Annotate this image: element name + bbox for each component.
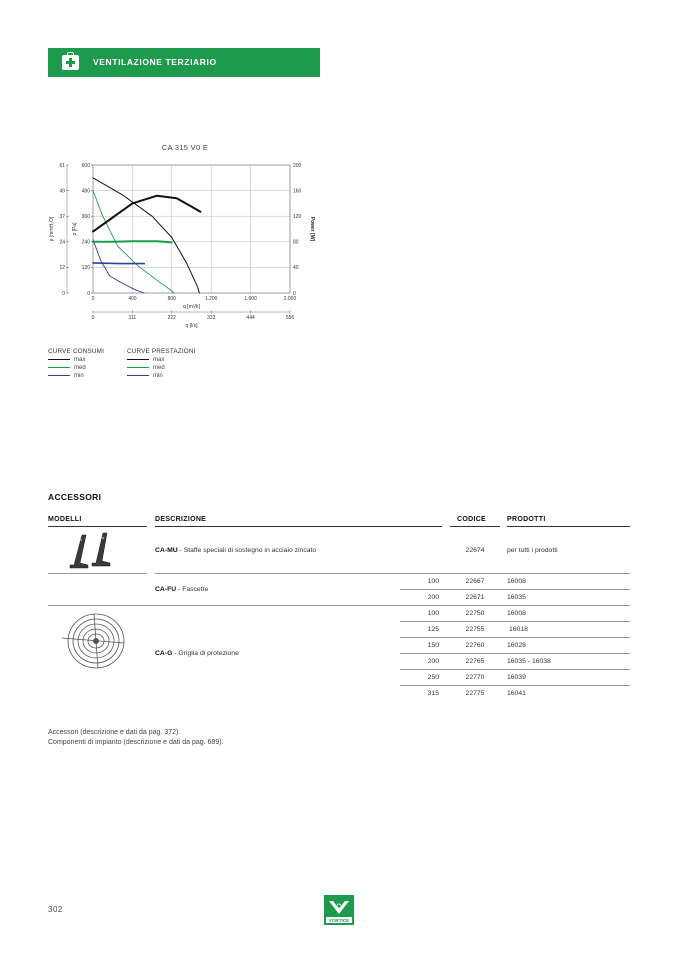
series-potenza-max xyxy=(93,196,200,232)
y2-tick-label: 80 xyxy=(293,239,299,246)
y-outer-tick-label: 12 xyxy=(59,265,65,272)
grille-image xyxy=(58,610,130,672)
x-tick-label: 1.600 xyxy=(244,296,257,302)
fu-prodotti: 16008 xyxy=(507,578,526,585)
y-outer-axis-label: p [mmH₂O] xyxy=(49,216,55,242)
svg-text:VORTICE: VORTICE xyxy=(328,917,350,923)
g-codice: 22770 xyxy=(465,674,485,681)
g-codice: 22755 xyxy=(465,626,485,633)
y-tick-label: 0 xyxy=(87,290,90,297)
header-modelli: MODELLI xyxy=(48,516,82,523)
g-prodotti: 16008 xyxy=(507,610,526,617)
accessory-mu-prodotti: per tutti i prodotti xyxy=(507,547,558,554)
fu-codice: 22667 xyxy=(465,578,485,585)
performance-chart xyxy=(0,0,677,340)
fu-codice: 22671 xyxy=(465,594,485,601)
y-outer-tick-label: 24 xyxy=(59,239,65,246)
x-tick-label: 800 xyxy=(167,296,176,302)
accessory-mu-description: CA-MU - Staffe speciali di sostegno in acciaio zincato xyxy=(155,547,317,554)
x-axis-label: q [m³/h] xyxy=(183,304,200,310)
y2-tick-label: 160 xyxy=(293,188,302,195)
y-tick-label: 240 xyxy=(81,239,90,246)
notes xyxy=(48,728,224,748)
g-size: 125 xyxy=(427,626,439,633)
g-prodotti: 16035 - 16038 xyxy=(507,658,551,665)
note-accessori: Accessori (descrizione e dati da pag. 372). xyxy=(48,729,181,736)
x2-tick-label: 444 xyxy=(246,315,255,321)
accessory-fu-description: CA-FU - Fascette xyxy=(155,586,209,593)
x-tick-label: 2.000 xyxy=(283,296,297,302)
legend-item-max: max xyxy=(127,356,196,364)
section-title: VENTILAZIONE TERZIARIO xyxy=(93,57,217,67)
x2-tick-label: 556 xyxy=(285,315,295,321)
accessori-title: ACCESSORI xyxy=(48,492,102,502)
legend-consumi xyxy=(48,348,104,380)
y-tick-label: 600 xyxy=(81,162,90,169)
g-size: 200 xyxy=(427,658,439,665)
series-potenza-min xyxy=(93,263,144,264)
series-pressione-max xyxy=(93,178,199,293)
x2-tick-label: 333 xyxy=(207,315,216,321)
g-prodotti: 16028 xyxy=(507,642,526,649)
y-outer-tick-label: 61 xyxy=(59,162,65,169)
g-size: 250 xyxy=(427,674,439,681)
y-tick-label: 120 xyxy=(81,265,90,272)
y2-tick-label: 200 xyxy=(293,162,302,169)
x2-tick-label: 222 xyxy=(167,315,176,321)
g-size: 315 xyxy=(427,690,439,697)
y2-tick-label: 120 xyxy=(293,214,302,220)
fu-prodotti: 16035 xyxy=(507,594,526,601)
brackets-image xyxy=(62,529,122,569)
legend-item-med: med xyxy=(48,364,104,372)
g-size: 100 xyxy=(427,610,439,617)
x-tick-label: 1.200 xyxy=(204,296,218,302)
y-axis-label: p [Pa] xyxy=(72,222,78,236)
g-prodotti: 16039 xyxy=(507,674,526,681)
chart-title: CA 315 V0 E xyxy=(161,143,209,152)
y2-axis-label: Power [W] xyxy=(309,216,315,242)
note-componenti: Componenti di impianto (descrizione e dati da pag. 689). xyxy=(48,739,224,746)
x-tick-label: 400 xyxy=(128,296,137,302)
x2-axis-label: q [l/s] xyxy=(185,323,198,329)
legend-item-max: max xyxy=(48,356,104,364)
legend-item-med: med xyxy=(127,364,196,372)
y-outer-tick-label: 0 xyxy=(62,290,65,297)
accessory-g-description: CA-G - Griglia di protezione xyxy=(155,650,239,657)
fu-size: 200 xyxy=(427,594,439,601)
page-number: 302 xyxy=(48,905,63,914)
y-tick-label: 360 xyxy=(81,214,90,220)
g-codice: 22750 xyxy=(465,610,485,617)
fu-size: 100 xyxy=(427,578,439,585)
y2-tick-label: 40 xyxy=(293,265,299,272)
legend-prestazioni-title: CURVE PRESTAZIONI xyxy=(127,348,196,355)
header-descrizione: DESCRIZIONE xyxy=(155,516,207,523)
legend-item-min: min xyxy=(127,372,196,380)
x2-tick-label: 111 xyxy=(128,315,137,321)
g-codice: 22765 xyxy=(465,658,485,665)
g-prodotti: 16018 xyxy=(509,626,528,633)
x2-tick-label: 0 xyxy=(91,315,95,321)
legend-item-min: min xyxy=(48,372,104,380)
legend-prestazioni xyxy=(127,348,196,380)
accessory-mu-codice: 22674 xyxy=(465,547,485,554)
x-tick-label: 0 xyxy=(91,296,95,302)
header-codice: CODICE xyxy=(457,516,487,523)
g-prodotti: 16041 xyxy=(507,690,526,697)
g-codice: 22760 xyxy=(465,642,485,649)
g-codice: 22775 xyxy=(465,690,485,697)
y-outer-tick-label: 37 xyxy=(59,214,65,220)
legend-consumi-title: CURVE CONSUMI xyxy=(48,348,105,355)
vortice-logo xyxy=(324,895,354,925)
y2-tick-label: 0 xyxy=(293,290,296,297)
header-prodotti: PRODOTTI xyxy=(507,516,546,523)
g-size: 150 xyxy=(427,642,439,649)
y-outer-tick-label: 49 xyxy=(59,188,65,195)
y-tick-label: 480 xyxy=(81,188,90,195)
